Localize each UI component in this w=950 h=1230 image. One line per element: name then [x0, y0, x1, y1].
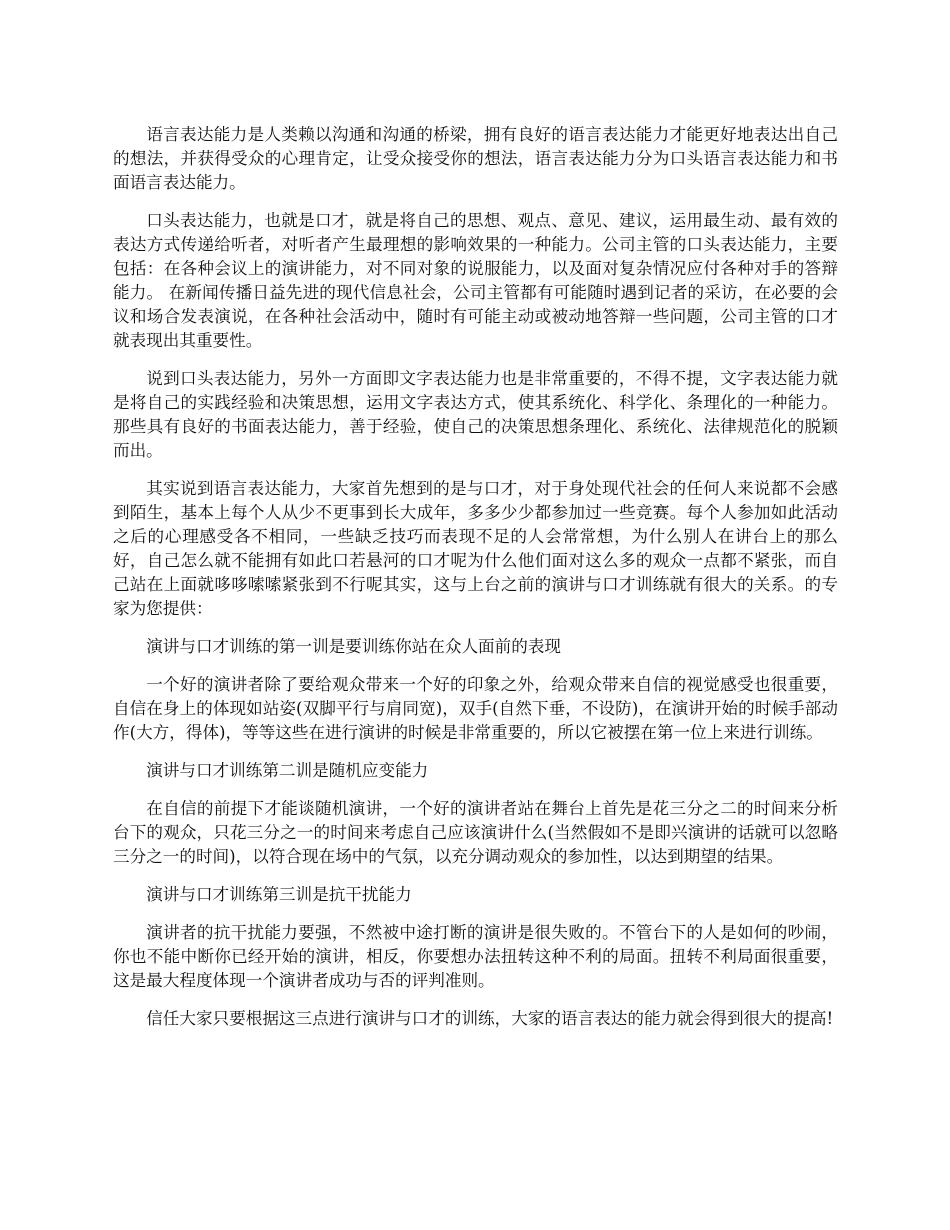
document-body — [113, 123, 838, 1045]
paragraph-eloquence: 其实说到语言表达能力，大家首先想到的是与口才，对于身处现代社会的任何人来说都不会感到陌生，基本上每个人从少不更事到长大成年，多多少少都参加过一些竞赛。每个人参加如此活动之后的心理感受各不相同，一些缺乏技巧而表现不足的人会常常想，为什么别人在讲台上的那么好，自己怎么就不能拥有如此口若悬河的口才呢为什么他们面对这么多的观众一点都不紧张，而自己站在上面就哆哆嗦嗦紧张到不行呢其实，这与上台之前的演讲与口才训练就有很大的关系。的专家为您提供： — [113, 479, 838, 618]
section-heading-third-lesson: 演讲与口才训练第三训是抗干扰能力 — [146, 885, 412, 904]
paragraph-second-lesson: 在自信的前提下才能谈随机演讲，一个好的演讲者站在舞台上首先是花三分之二的时间来分析台下的观众，只花三分之一的时间来考虑自己应该演讲什么(当然假如不是即兴演讲的话就可以忽略三分之一的时间)，以符合现在场中的气氛，以充分调动观众的参加性，以达到期望的结果。 — [113, 799, 838, 866]
paragraph-oral-expression: 口头表达能力，也就是口才，就是将自己的思想、观点、意见、建议，运用最生动、最有效的表达方式传递给听者，对听者产生最理想的影响效果的一种能力。公司主管的口头表达能力，主要包括：在各种会议上的演讲能力，对不同对象的说服能力，以及面对复杂情况应付各种对手的答辩能力。 在新闻传播日益先进的现代信息社会，公司主管都有可能随时遇到记者的采访，在必要的会议和场合发表演说，在各种社会活动中，随时有可能主动或被动地答辩一些问题，公司主管的口才就表现出其重要性。 — [113, 211, 838, 350]
paragraph-first-lesson: 一个好的演讲者除了要给观众带来一个好的印象之外，给观众带来自信的视觉感受也很重要，自信在身上的体现如站姿(双脚平行与肩同宽)，双手(自然下垂，不设防)，在演讲开始的时候手部动作(大方，得体)，等等这些在进行演讲的时候是非常重要的，所以它被摆在第一位上来进行训练。 — [113, 675, 838, 742]
paragraph-conclusion: 信任大家只要根据这三点进行演讲与口才的训练，大家的语言表达的能力就会得到很大的提高! — [146, 1009, 834, 1028]
paragraph-third-lesson: 演讲者的抗干扰能力要强，不然被中途打断的演讲是很失败的。不管台下的人是如何的吵闹，你也不能中断你已经开始的演讲，相反，你要想办法扭转这种不利的局面。扭转不利局面很重要，这是最大程度体现一个演讲者成功与否的评判准则。 — [113, 923, 838, 990]
section-heading-second-lesson: 演讲与口才训练第二训是随机应变能力 — [146, 761, 429, 780]
paragraph-intro: 语言表达能力是人类赖以沟通和沟通的桥梁，拥有良好的语言表达能力才能更好地表达出自己的想法，并获得受众的心理肯定，让受众接受你的想法，语言表达能力分为口头语言表达能力和书面语言表达能力。 — [113, 125, 838, 192]
section-heading-first-lesson: 演讲与口才训练的第一训是要训练你站在众人面前的表现 — [146, 637, 562, 656]
paragraph-written-expression: 说到口头表达能力，另外一方面即文字表达能力也是非常重要的，不得不提，文字表达能力就是将自己的实践经验和决策思想，运用文字表达方式，使其系统化、科学化、条理化的一种能力。那些具有良好的书面表达能力，善于经验，使自己的决策思想条理化、系统化、法律规范化的脱颖而出。 — [113, 369, 838, 460]
